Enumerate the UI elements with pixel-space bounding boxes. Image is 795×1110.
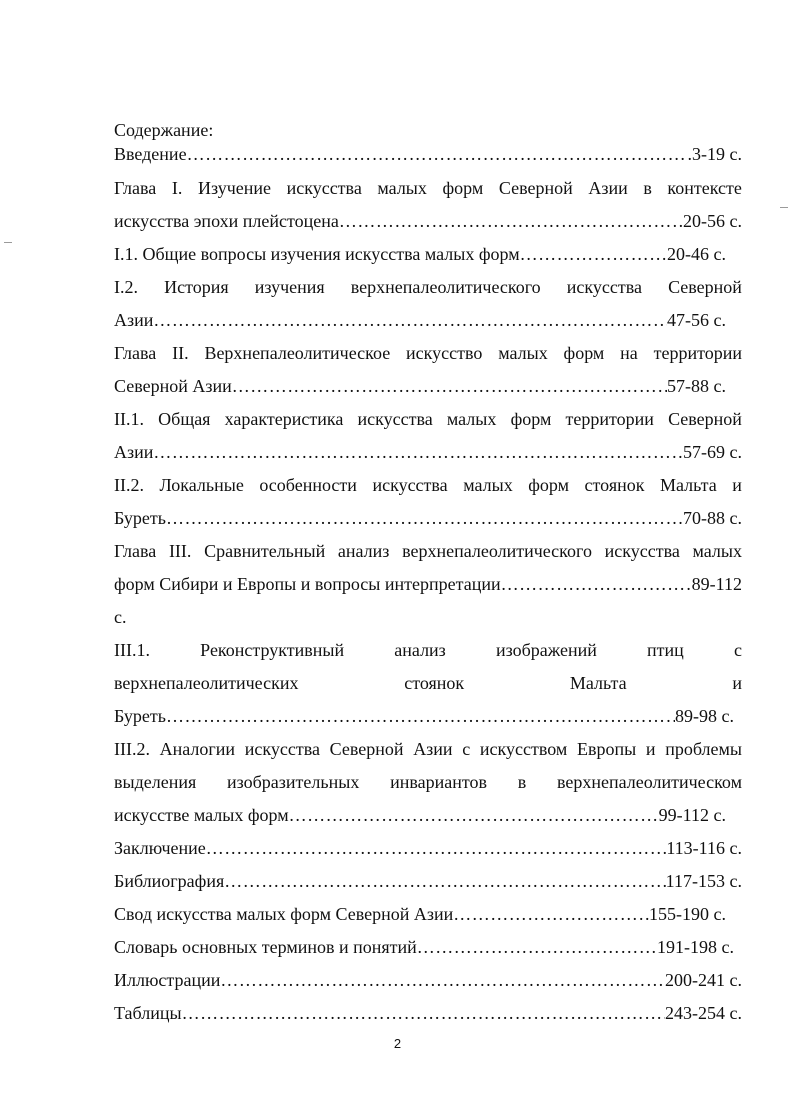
- toc-entry-bibliography: [114, 865, 742, 898]
- entry-pages: 57-69 с.: [683, 442, 742, 462]
- toc-entry-section-2-1-line-1: [114, 403, 742, 436]
- entry-title: Заключение: [114, 838, 206, 858]
- entry-pages: 117-153 с.: [665, 871, 742, 891]
- word: искусством: [479, 739, 568, 759]
- toc-entry-conclusion: [114, 832, 742, 865]
- toc-entry-tables: [114, 997, 742, 1030]
- word: Глава: [114, 178, 157, 198]
- word: Мальта: [660, 475, 717, 495]
- word: характеристика: [224, 409, 344, 429]
- word: малых: [446, 409, 497, 429]
- word: III.2.: [114, 739, 150, 759]
- toc-entry-section-3-2-line-1: [114, 733, 742, 766]
- word: форм: [510, 409, 552, 429]
- entry-title: Буреть: [114, 508, 166, 528]
- word: II.2.: [114, 475, 144, 495]
- word: Мальта: [569, 673, 627, 693]
- word: малых: [463, 475, 513, 495]
- word: искусства: [566, 277, 642, 297]
- leader-dots: [206, 832, 667, 865]
- entry-pages: 47-56 с.: [667, 310, 726, 330]
- word: верхнепалеолитических: [114, 673, 299, 693]
- word: История: [164, 277, 229, 297]
- entry-pages: 57-88 с.: [667, 376, 726, 396]
- word: Азии: [588, 178, 628, 198]
- word: стоянок: [584, 475, 645, 495]
- word: в: [643, 178, 652, 198]
- toc-entry-section-2-1-line-2: [114, 436, 742, 469]
- toc-entry-chapter-2-line-2: [114, 370, 726, 403]
- toc-entry-chapter-3-line-2: [114, 568, 742, 601]
- word: I.: [171, 178, 183, 198]
- entry-pages: 113-116 с.: [666, 838, 742, 858]
- leader-dots: [501, 568, 692, 601]
- word: Глава: [114, 343, 157, 363]
- leader-dots: [417, 931, 657, 964]
- word: искусства: [357, 409, 433, 429]
- page-number: 2: [393, 1036, 402, 1051]
- word: Северной: [498, 178, 573, 198]
- toc-entry-section-1-1: [114, 238, 726, 271]
- word: Общая: [158, 409, 211, 429]
- word: Глава: [114, 541, 157, 561]
- word: искусства: [286, 178, 362, 198]
- toc-entry-chapter-1-line-1: [114, 172, 742, 205]
- word: Аналогии: [159, 739, 236, 759]
- toc-entry-section-3-1-line-3: [114, 700, 734, 733]
- word: малых: [377, 178, 427, 198]
- word: контексте: [667, 178, 742, 198]
- toc-entry-section-1-2-line-1: [114, 271, 742, 304]
- word: искусства: [604, 541, 680, 561]
- word: Северной: [329, 739, 404, 759]
- entry-pages: 89-112: [691, 574, 742, 594]
- entry-pages: 200-241 с.: [665, 970, 742, 990]
- entry-pages: 20-46 с.: [667, 244, 726, 264]
- word: искусства: [244, 739, 320, 759]
- entry-title: Таблицы: [114, 1003, 182, 1023]
- leader-dots: [289, 799, 659, 832]
- word: изучения: [254, 277, 325, 297]
- toc-entry-section-2-2-line-2: [114, 502, 742, 535]
- entry-title: I.1. Общие вопросы изучения искусства малых форм: [114, 244, 520, 264]
- entry-title: Свод искусства малых форм Северной Азии: [114, 904, 454, 924]
- entry-title: Азии: [114, 310, 154, 330]
- entry-title: искусстве малых форм: [114, 805, 289, 825]
- word: II.: [172, 343, 189, 363]
- toc-entry-intro: [114, 142, 742, 172]
- word: инвариантов: [390, 772, 487, 792]
- entry-title: Буреть: [114, 706, 166, 726]
- scan-margin-mark: [780, 207, 788, 208]
- toc-entry-chapter-3-line-1: [114, 535, 742, 568]
- word: малых: [498, 343, 548, 363]
- word: и: [732, 673, 742, 693]
- table-of-contents: [114, 118, 742, 1030]
- leader-dots: [453, 898, 649, 931]
- word: на: [620, 343, 638, 363]
- word: изображений: [495, 640, 597, 660]
- entry-pages: 20-56 с.: [683, 211, 742, 231]
- leader-dots: [520, 238, 667, 271]
- toc-entry-chapter-3-line-3: с.: [114, 607, 127, 627]
- word: форм: [442, 178, 484, 198]
- word: стоянок: [404, 673, 465, 693]
- word: I.2.: [114, 277, 138, 297]
- leader-dots: [220, 964, 665, 997]
- entry-title: Иллюстрации: [114, 970, 221, 990]
- word: III.1.: [114, 640, 150, 660]
- word: с: [734, 640, 742, 660]
- word: территории: [653, 343, 742, 363]
- toc-entry-section-3-2-line-3: [114, 799, 726, 832]
- entry-title: искусства эпохи плейстоцена: [114, 211, 339, 231]
- toc-heading: Содержание:: [114, 120, 214, 140]
- toc-entry-section-3-1-line-2: [114, 667, 742, 700]
- word: Азии: [413, 739, 453, 759]
- toc-entry-chapter-1-line-2: [114, 205, 742, 238]
- entry-pages: 155-190 с.: [649, 904, 726, 924]
- toc-entry-section-1-2-line-2: [114, 304, 726, 337]
- word: Изучение: [197, 178, 271, 198]
- leader-dots: [182, 997, 665, 1030]
- entry-title: Введение: [114, 144, 187, 164]
- entry-pages: 243-254 с.: [665, 1003, 742, 1023]
- word: III.: [168, 541, 192, 561]
- leader-dots: [224, 865, 665, 898]
- leader-dots: [153, 304, 667, 337]
- word: с: [462, 739, 471, 759]
- leader-dots: [166, 502, 683, 535]
- word: территории: [565, 409, 654, 429]
- word: особенности: [259, 475, 357, 495]
- toc-entry-illustrations: [114, 964, 742, 997]
- word: Реконструктивный: [200, 640, 345, 660]
- word: Северной: [668, 409, 742, 429]
- entry-pages: 89-98 с.: [675, 706, 734, 726]
- word: искусство: [406, 343, 483, 363]
- entry-pages: 99-112 с.: [658, 805, 726, 825]
- toc-entry-section-3-2-line-2: [114, 766, 742, 799]
- word: верхнепалеолитического: [350, 277, 541, 297]
- word: форм: [528, 475, 570, 495]
- word: и: [645, 739, 656, 759]
- word: Европы: [576, 739, 637, 759]
- toc-entry-glossary: [114, 931, 734, 964]
- leader-dots: [166, 700, 675, 733]
- leader-dots: [187, 142, 688, 172]
- toc-entry-section-2-2-line-1: [114, 469, 742, 502]
- word: анализ: [394, 640, 446, 660]
- word: изобразительных: [227, 772, 360, 792]
- word: верхнепалеолитического: [402, 541, 592, 561]
- word: Сравнительный: [204, 541, 326, 561]
- entry-title: Северной Азии: [114, 376, 232, 396]
- toc-entry-corpus: [114, 898, 726, 931]
- word: проблемы: [665, 739, 742, 759]
- entry-title: Азии: [114, 442, 154, 462]
- entry-pages: .3-19 с.: [687, 144, 742, 164]
- word: анализ: [337, 541, 390, 561]
- word: Северной: [668, 277, 742, 297]
- word: II.1.: [114, 409, 144, 429]
- leader-dots: [153, 436, 683, 469]
- word: и: [732, 475, 742, 495]
- toc-entry-chapter-2-line-1: [114, 337, 742, 370]
- word: малых: [692, 541, 742, 561]
- word: в: [517, 772, 527, 792]
- scan-margin-mark: [4, 242, 12, 243]
- word: птиц: [647, 640, 684, 660]
- toc-entry-section-3-1-line-1: [114, 634, 742, 667]
- entry-title: Словарь основных терминов и понятий: [114, 937, 417, 957]
- entry-pages: 70-88 с.: [683, 508, 742, 528]
- leader-dots: [232, 370, 667, 403]
- entry-pages: 191-198 с.: [657, 937, 734, 957]
- entry-title: форм Сибири и Европы и вопросы интерпретации: [114, 574, 501, 594]
- word: искусства: [372, 475, 448, 495]
- entry-title: Библиография: [114, 871, 225, 891]
- word: Верхнепалеолитическое: [204, 343, 391, 363]
- word: выделения: [114, 772, 197, 792]
- leader-dots: [339, 205, 683, 238]
- word: Локальные: [159, 475, 244, 495]
- word: форм: [563, 343, 605, 363]
- word: верхнепалеолитическом: [556, 772, 742, 792]
